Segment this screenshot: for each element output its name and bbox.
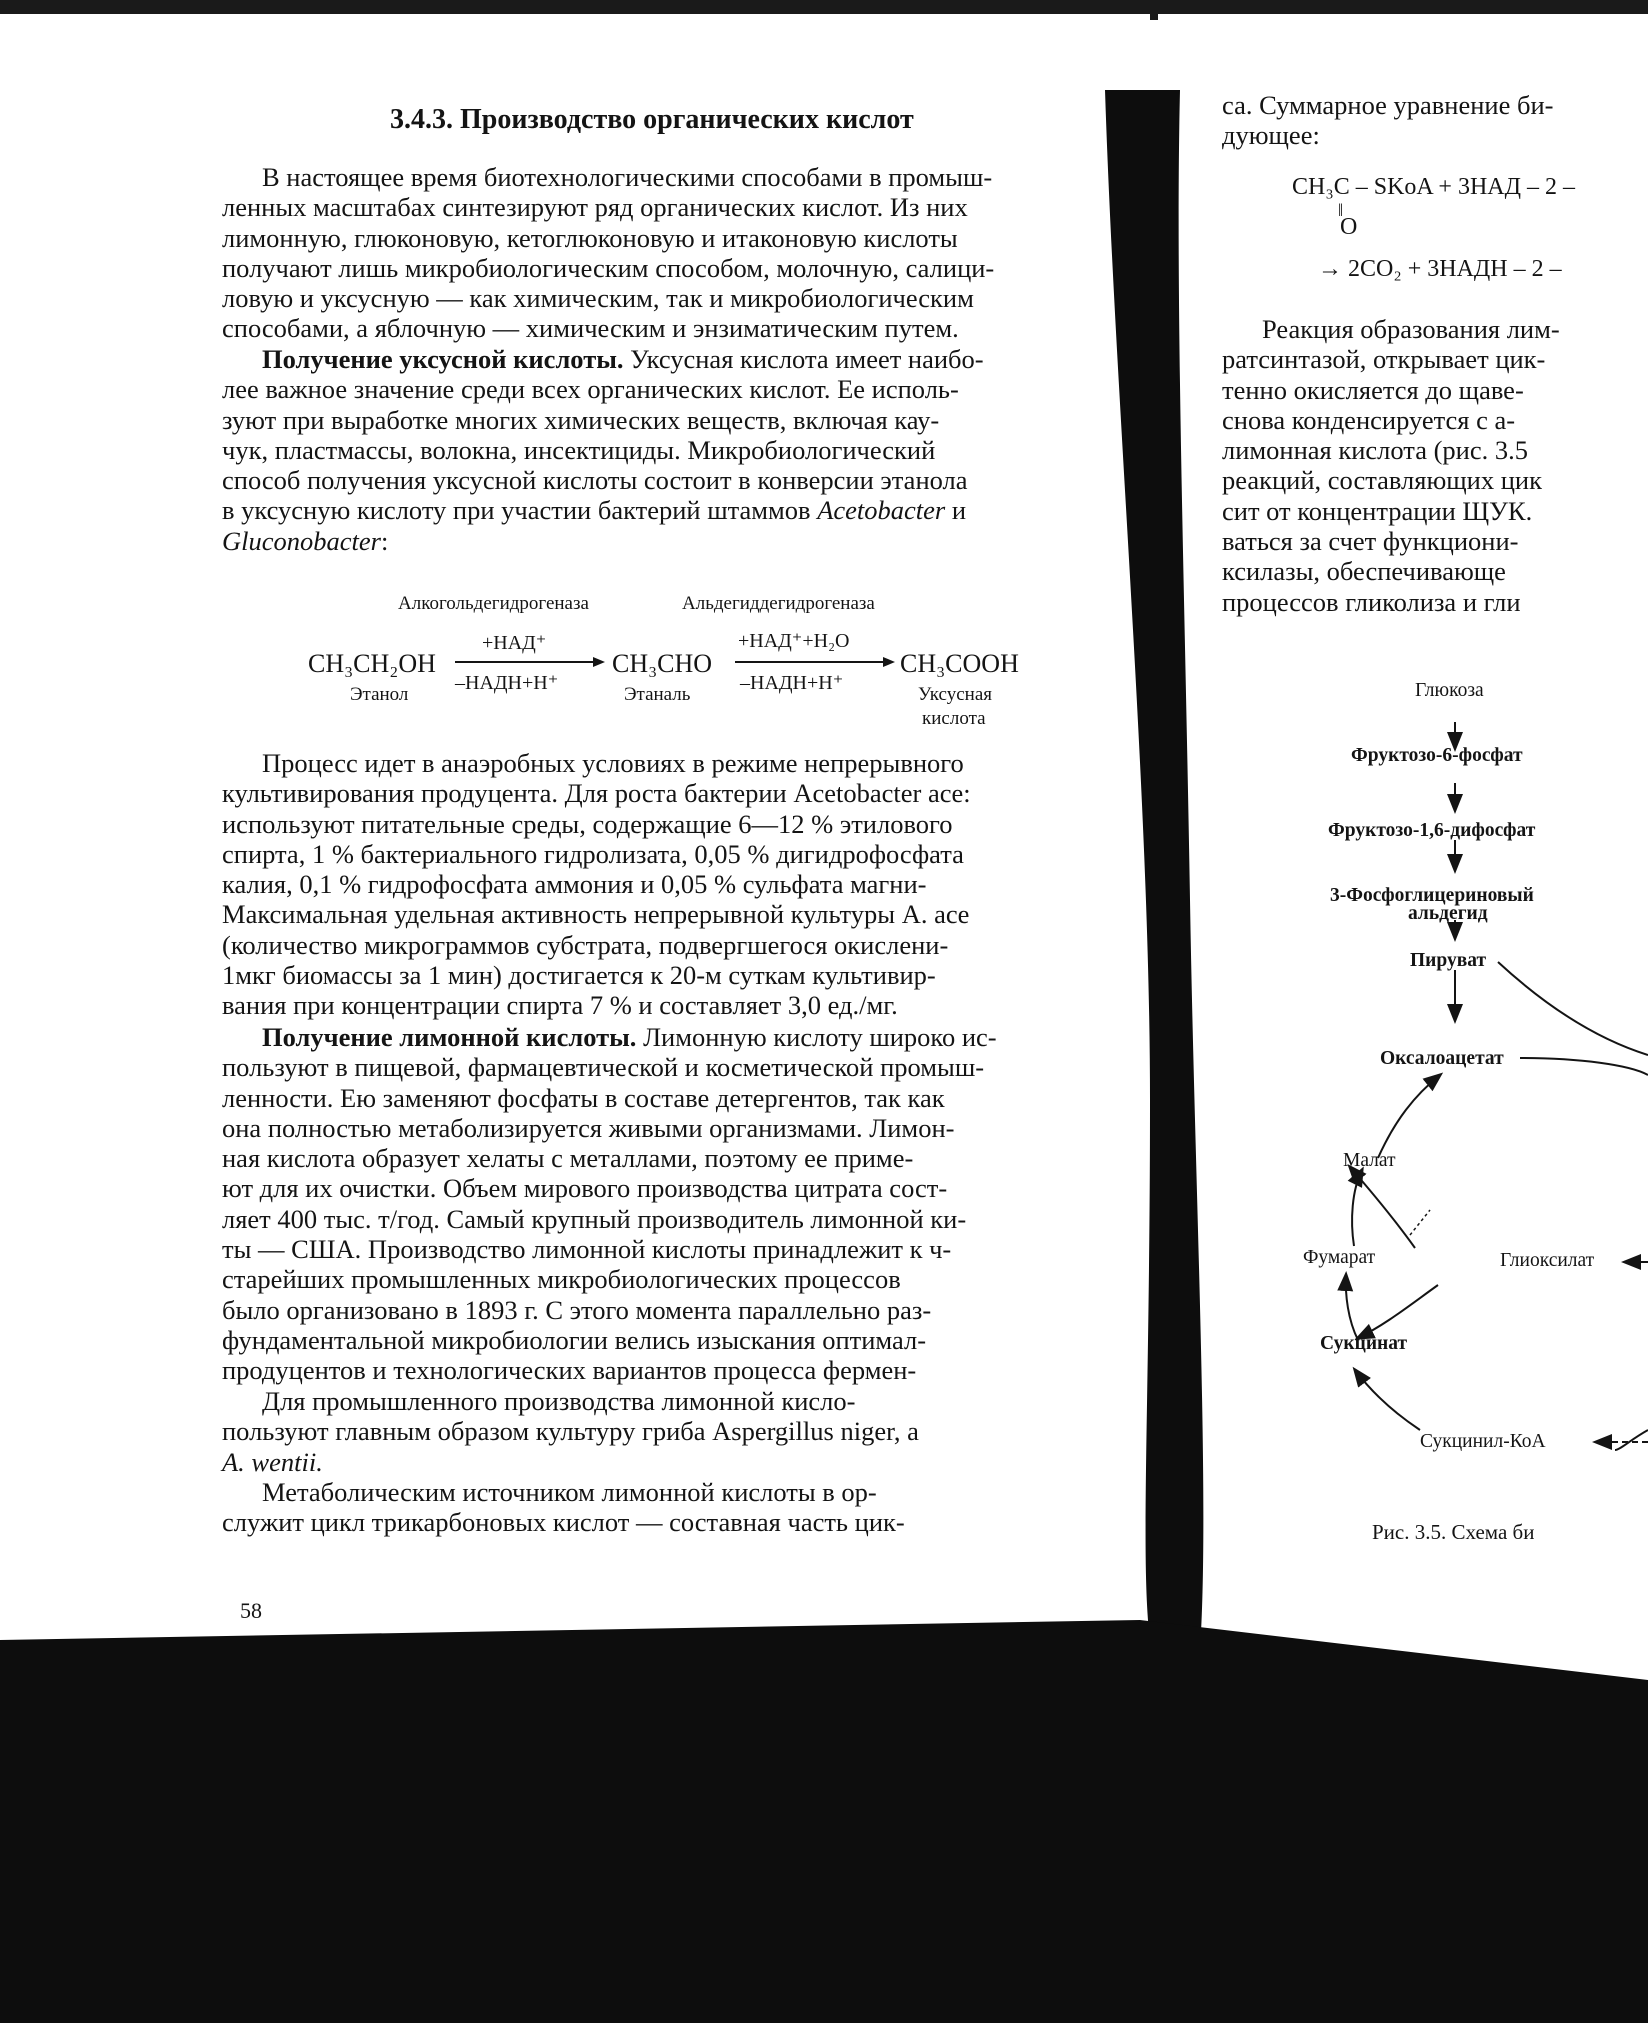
text-line: тенно окисляется до щаве- bbox=[1222, 374, 1524, 405]
text-line: ратсинтазой, открывает цик- bbox=[1222, 344, 1546, 375]
process-paragraph bbox=[222, 748, 971, 1021]
cofactor-1-bottom: –НАДН+Н⁺ bbox=[455, 672, 559, 694]
text-line: ты — США. Производство лимонной кислоты принадлежит к ч- bbox=[222, 1234, 952, 1265]
acetic-paragraph bbox=[222, 344, 984, 556]
text-line: Метаболическим источником лимонной кислоты в ор- bbox=[262, 1477, 877, 1507]
cofactor-2-bottom: –НАДН+Н⁺ bbox=[740, 672, 844, 694]
page-number: 58 bbox=[240, 1598, 262, 1623]
arrow-malate-oxaloacetate bbox=[1378, 1075, 1440, 1158]
node-malate: Малат bbox=[1343, 1150, 1396, 1171]
text-line: Для промышленного производства лимонной кисло- bbox=[262, 1386, 856, 1416]
text-line: 1мкг биомассы за 1 мин) достигается к 20-м суткам культивир- bbox=[222, 960, 936, 991]
text-line: пользуют в пищевой, фармацевтической и косметической промыш- bbox=[222, 1052, 985, 1083]
arrow-oxaloacetate-right bbox=[1520, 1058, 1648, 1075]
arrow-fumarate-malate bbox=[1352, 1170, 1362, 1246]
text-line: ксилазы, обеспечивающе bbox=[1222, 556, 1506, 587]
text-line: вания при концентрации спирта 7 % и составляет 3,0 ед./мг. bbox=[222, 990, 898, 1021]
node-glucose: Глюкоза bbox=[1415, 680, 1484, 701]
text-line: пользуют главным образом культуру гриба Aspergillus niger, а bbox=[222, 1416, 919, 1447]
text-line: Процесс идет в анаэробных условиях в режиме непрерывного bbox=[262, 748, 964, 778]
node-pga-line-2: альдегид bbox=[1408, 903, 1488, 924]
text-line: получают лишь микробиологическим способом, молочную, салици- bbox=[222, 252, 995, 283]
text-line: в уксусную кислоту при участии бактерий штаммов Acetobacter и bbox=[222, 495, 967, 526]
text-line: В настоящее время биотехнологическими способами в промыш- bbox=[262, 162, 993, 192]
text-line: старейших промышленных микробиологических процессов bbox=[222, 1264, 901, 1295]
node-oxaloacetate: Оксалоацетат bbox=[1380, 1048, 1504, 1069]
summary-equation-line-2: → 2CO₂ + 3НАДН – 2 – bbox=[1318, 256, 1562, 282]
scan-bottom-edge bbox=[0, 1850, 1648, 2023]
node-fructose-6-phosphate: Фруктозо-6-фосфат bbox=[1351, 745, 1523, 766]
reaction-arrow-2 bbox=[735, 655, 895, 669]
text-line: дующее: bbox=[1222, 120, 1320, 151]
arrow-glyoxylate-succinate bbox=[1358, 1285, 1438, 1338]
enzyme-label-2: Альдегиддегидрогеназа bbox=[682, 593, 875, 614]
text-line: она полностью метаболизируется живыми организмами. Лимон- bbox=[222, 1112, 955, 1143]
text-line: процессов гликолиза и гли bbox=[1222, 586, 1521, 617]
text-line: ленных масштабах синтезируют ряд органических кислот. Из них bbox=[222, 192, 968, 223]
text-line: са. Суммарное уравнение би- bbox=[1222, 90, 1554, 120]
text-line: способ получения уксусной кислоты состоит в конверсии этанола bbox=[222, 465, 968, 496]
text-line bbox=[222, 1022, 997, 1052]
text-line: Реакция образования лим- bbox=[1262, 314, 1560, 344]
text-line: ная кислота образует хелаты с металлами, поэтому ее приме- bbox=[222, 1143, 914, 1174]
text-line: фундаментальной микробиологии велись изыскания оптимал- bbox=[222, 1324, 927, 1355]
arrow-right-lower bbox=[1615, 1430, 1648, 1450]
strain-acetobacter: Acetobacter bbox=[817, 495, 946, 526]
summary-equation-line-1: CH₃C – SKoA + 3НАД – 2 – bbox=[1292, 174, 1575, 200]
text-line: спирта, 1 % бактериального гидролизата, 0,05 % дигидрофосфата bbox=[222, 838, 964, 869]
text-line: ваться за счет функциони- bbox=[1222, 526, 1519, 557]
text-line: сит от концентрации ЩУК. bbox=[1222, 495, 1533, 526]
citric-first-line: Лимонную кислоту широко ис- bbox=[636, 1022, 997, 1052]
text-line: используют питательные среды, содержащие 6—12 % этилового bbox=[222, 808, 953, 839]
intermediate-name: Этаналь bbox=[624, 684, 691, 705]
node-glyoxylate: Глиоксилат bbox=[1500, 1250, 1595, 1271]
text-line: лимонная кислота (рис. 3.5 bbox=[1222, 435, 1528, 466]
node-fructose-1-6-diphosphate: Фруктозо-1,6-дифосфат bbox=[1328, 820, 1536, 841]
figure-caption: Рис. 3.5. Схема би bbox=[1372, 1520, 1535, 1544]
metabolic-paragraph bbox=[222, 1477, 905, 1538]
text-line: лимонную, глюконовую, кетоглюконовую и итаконовую кислоты bbox=[222, 222, 958, 253]
acetic-title: Получение уксусной кислоты. bbox=[262, 344, 624, 374]
double-bond-mark: ‖ bbox=[1338, 200, 1344, 220]
text-line: зуют при выработке многих химических веществ, включая кау- bbox=[222, 404, 940, 435]
arrow-pyruvate-right bbox=[1498, 962, 1648, 1055]
text-line: было организовано в 1893 г. С этого момента параллельно раз- bbox=[222, 1294, 932, 1325]
node-succinate: Сукцинат bbox=[1320, 1333, 1408, 1354]
text-line: продуцентов и технологических вариантов процесса фермен- bbox=[222, 1355, 917, 1386]
product-formula: CH₃COOH bbox=[900, 649, 1019, 678]
dashed-mark bbox=[1410, 1210, 1430, 1235]
substrate-formula: CH₃CH₂OH bbox=[308, 649, 436, 678]
text-line: чук, пластмассы, волокна, инсектициды. Микробиологический bbox=[222, 434, 936, 465]
gutter-shadow-shape bbox=[1105, 90, 1203, 1650]
node-pyruvate: Пируват bbox=[1410, 950, 1487, 971]
citric-title: Получение лимонной кислоты. bbox=[262, 1022, 637, 1052]
text-line: Gluconobacter: bbox=[222, 525, 389, 556]
text-line: ленности. Ею заменяют фосфаты в составе детергентов, так как bbox=[222, 1082, 945, 1113]
metabolic-diagram bbox=[1230, 680, 1648, 1460]
text-line: реакций, составляющих цик bbox=[1222, 465, 1542, 496]
section-heading: 3.4.3. Производство органических кислот bbox=[390, 104, 914, 135]
text-line: лее важное значение среди всех органических кислот. Ее исполь- bbox=[222, 374, 959, 405]
acetic-first-line: Уксусная кислота имеет наибо- bbox=[623, 344, 984, 374]
text-line: (количество микрограммов субстрата, подвергшегося окислени- bbox=[222, 929, 949, 960]
intro-paragraph bbox=[222, 162, 994, 344]
citric-paragraph bbox=[222, 1022, 997, 1386]
arrow-glyoxylate-malate bbox=[1350, 1167, 1415, 1248]
reaction-arrow-1 bbox=[455, 655, 605, 669]
node-fumarate: Фумарат bbox=[1303, 1247, 1376, 1268]
cofactor-1-top: +НАД⁺ bbox=[482, 632, 547, 654]
cofactor-2-top: +НАД⁺+H₂O bbox=[738, 630, 850, 652]
carbonyl-oxygen: O bbox=[1340, 214, 1358, 240]
node-succinyl-coa: Сукцинил-КоА bbox=[1420, 1431, 1546, 1452]
text-line: ляет 400 тыс. т/год. Самый крупный производитель лимонной ки- bbox=[222, 1203, 967, 1234]
text-line: ловую и уксусную — как химическим, так и микробиологическим bbox=[222, 283, 974, 314]
text-line: служит цикл трикарбоновых кислот — составная часть цик- bbox=[222, 1507, 905, 1538]
text-line: A. wentii. bbox=[222, 1446, 323, 1477]
right-top-text bbox=[1222, 90, 1553, 151]
text-line: калия, 0,1 % гидрофосфата аммония и 0,05 % сульфата магни- bbox=[222, 869, 927, 900]
text-line: культивирования продуцента. Для роста бактерии Acetobacter ace: bbox=[222, 778, 971, 809]
intermediate-formula: CH₃CHO bbox=[612, 649, 713, 678]
text-line: ют для их очистки. Объем мирового производства цитрата сост- bbox=[222, 1173, 948, 1204]
substrate-name: Этанол bbox=[350, 684, 409, 705]
right-paragraph bbox=[1222, 314, 1560, 617]
aspergillus-paragraph bbox=[222, 1386, 919, 1477]
product-name-1: Уксусная bbox=[918, 684, 992, 705]
enzyme-label-1: Алкогольдегидрогеназа bbox=[398, 593, 589, 614]
node-pga-line-1: 3-Фосфоглицериновый bbox=[1330, 885, 1534, 906]
text-line: снова конденсируется с а- bbox=[1222, 404, 1516, 435]
text-line: Максимальная удельная активность непрерывной культуры A. ace bbox=[222, 899, 970, 930]
arrow-succinylcoa-succinate bbox=[1355, 1370, 1420, 1430]
text-line bbox=[222, 344, 984, 374]
text-line: способами, а яблочную — химическим и энзиматическим путем. bbox=[222, 313, 959, 344]
product-name-2: кислота bbox=[922, 708, 986, 729]
arrow-succinate-fumarate bbox=[1346, 1275, 1358, 1340]
strain-gluconobacter: Gluconobacter bbox=[222, 525, 381, 556]
